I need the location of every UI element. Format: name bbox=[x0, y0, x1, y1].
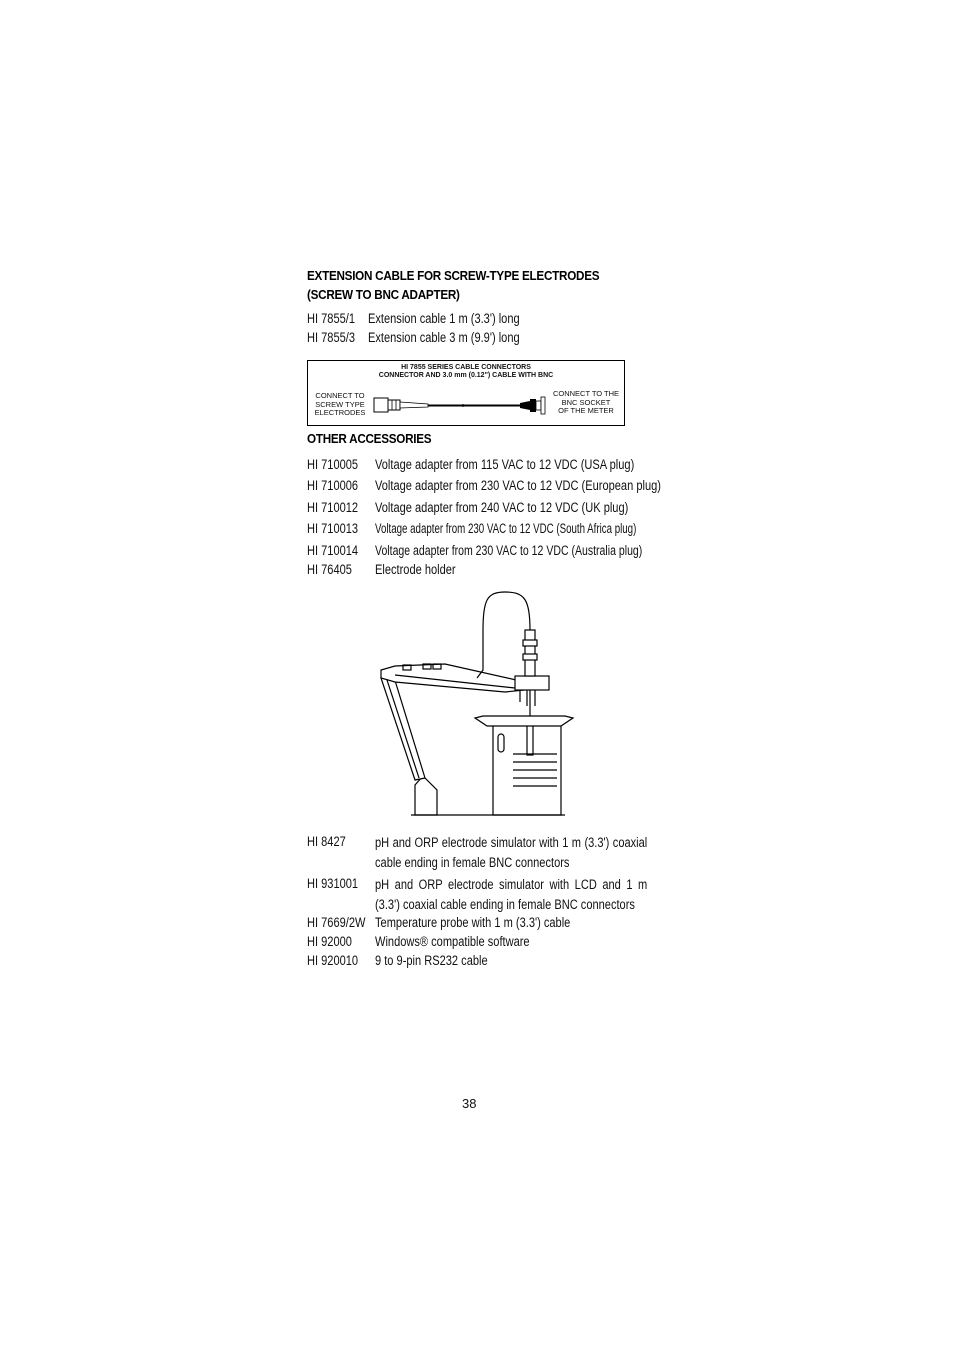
item-desc: Electrode holder bbox=[375, 562, 456, 577]
section-heading-extension-cable-sub bbox=[307, 287, 477, 302]
item-code: HI 7855/1 bbox=[307, 311, 356, 326]
item-desc: Voltage adapter from 230 VAC to 12 VDC (South Africa plug) bbox=[375, 521, 637, 536]
list-item bbox=[307, 311, 520, 326]
diagram-title-1: HI 7855 SERIES CABLE CONNECTORS bbox=[401, 364, 531, 371]
list-item bbox=[307, 457, 635, 472]
heading-line-1: EXTENSION CABLE FOR SCREW-TYPE ELECTRODES bbox=[307, 268, 600, 283]
list-item bbox=[307, 934, 530, 949]
list-item bbox=[307, 330, 520, 345]
item-code: HI 710012 bbox=[307, 500, 359, 515]
item-desc: Temperature probe with 1 m (3.3') cable bbox=[375, 915, 571, 930]
item-desc: Windows® compatible software bbox=[375, 934, 530, 949]
item-code: HI 710014 bbox=[307, 543, 359, 558]
section-heading-extension-cable bbox=[307, 268, 632, 283]
list-item bbox=[307, 562, 456, 577]
item-code: HI 710006 bbox=[307, 478, 359, 493]
list-item bbox=[307, 953, 488, 968]
item-desc-multiline bbox=[375, 875, 647, 915]
page-number: 38 bbox=[462, 1096, 477, 1111]
item-code: HI 710013 bbox=[307, 521, 359, 536]
left-connect-label: CONNECT TO SCREW TYPE ELECTRODES bbox=[314, 391, 366, 417]
list-item bbox=[307, 834, 354, 849]
item-desc: pH and ORP electrode simulator with LCD and 1 m (3.3') coaxial cable ending in female BNC connectors bbox=[375, 877, 648, 912]
heading-line-2: (SCREW TO BNC ADAPTER) bbox=[307, 287, 460, 302]
list-item bbox=[307, 521, 637, 536]
diagram-title-2: CONNECTOR AND 3.0 mm (0.12") CABLE WITH BNC bbox=[378, 372, 554, 379]
list-item bbox=[307, 543, 643, 558]
item-desc: 9 to 9-pin RS232 cable bbox=[375, 953, 488, 968]
item-code: HI 7855/3 bbox=[307, 330, 356, 345]
item-code: HI 920010 bbox=[307, 953, 359, 968]
electrode-holder-illustration bbox=[375, 590, 585, 820]
item-code: HI 7669/2W bbox=[307, 915, 366, 930]
item-desc-multiline bbox=[375, 833, 647, 873]
list-item bbox=[307, 876, 369, 891]
item-desc: Voltage adapter from 115 VAC to 12 VDC (USA plug) bbox=[375, 457, 635, 472]
item-desc: Voltage adapter from 230 VAC to 12 VDC (European plug) bbox=[375, 478, 661, 493]
section-heading-other-accessories: OTHER ACCESSORIES bbox=[307, 431, 432, 446]
list-item bbox=[307, 500, 629, 515]
item-code: HI 76405 bbox=[307, 562, 352, 577]
item-desc: Voltage adapter from 230 VAC to 12 VDC (Australia plug) bbox=[375, 543, 643, 558]
list-item bbox=[307, 478, 661, 493]
item-desc: Voltage adapter from 240 VAC to 12 VDC (UK plug) bbox=[375, 500, 629, 515]
list-item bbox=[307, 915, 571, 930]
cable-illustration bbox=[308, 361, 626, 427]
item-desc: Extension cable 1 m (3.3') long bbox=[368, 311, 520, 326]
item-code: HI 931001 bbox=[307, 876, 359, 891]
item-desc: Extension cable 3 m (9.9') long bbox=[368, 330, 520, 345]
right-connect-label: CONNECT TO THE BNC SOCKET OF THE METER bbox=[552, 389, 620, 415]
item-code: HI 710005 bbox=[307, 457, 359, 472]
item-desc: pH and ORP electrode simulator with 1 m (3.3') coaxial cable ending in female BNC connectors bbox=[375, 835, 648, 870]
cable-connector-diagram bbox=[307, 360, 625, 426]
item-code: HI 92000 bbox=[307, 934, 352, 949]
item-code: HI 8427 bbox=[307, 834, 346, 849]
